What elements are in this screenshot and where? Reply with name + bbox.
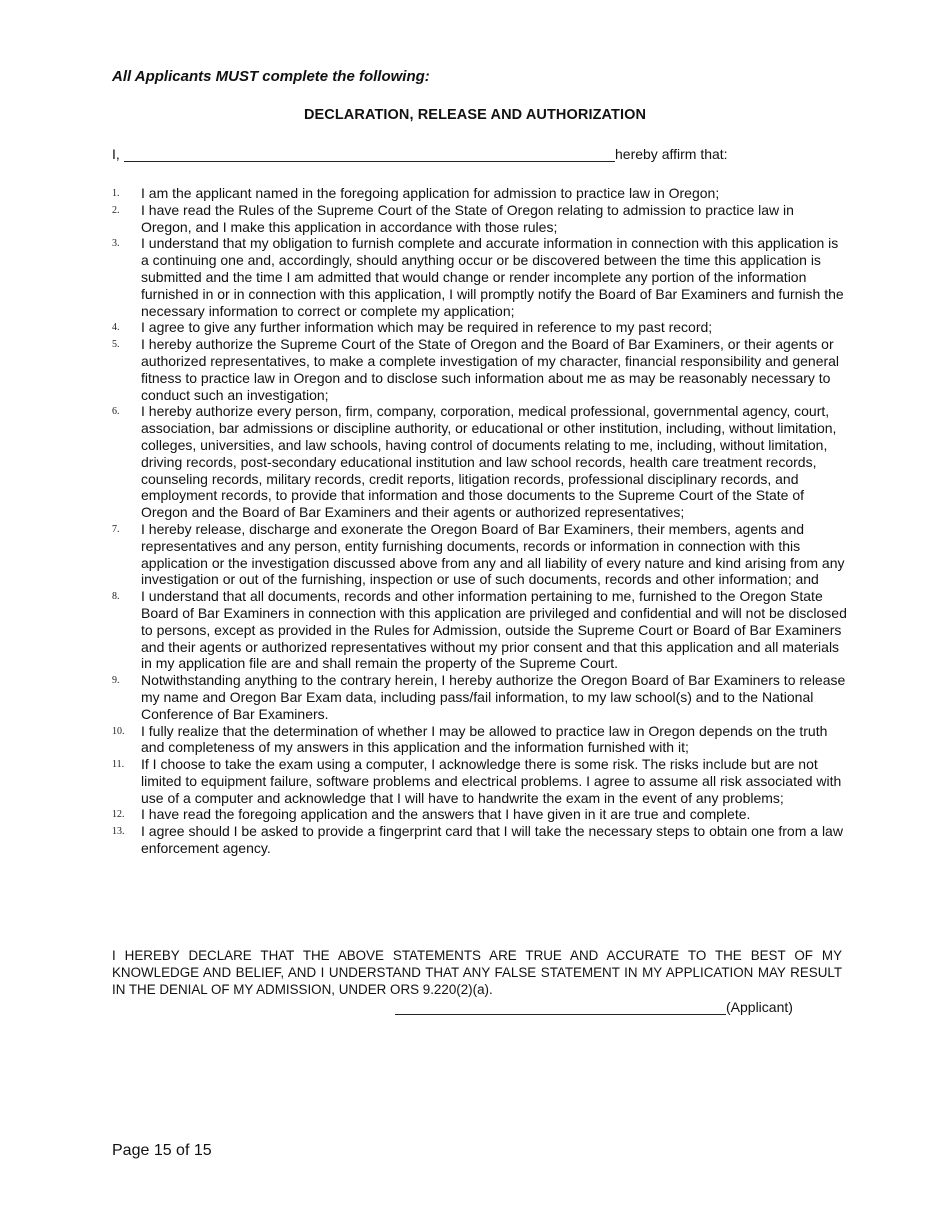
list-item xyxy=(112,202,847,236)
item-number: 5. xyxy=(112,339,120,351)
item-number: 12. xyxy=(112,809,125,821)
list-item xyxy=(112,319,847,336)
list-item xyxy=(112,521,847,588)
statement-list xyxy=(112,185,847,857)
signature-block xyxy=(395,999,815,1017)
item-text: I understand that all documents, records and other information pertaining to me, furnished to the Oregon State Board of Bar Examiners in connection with this application are privileged and confidential and will not be disclosed to persons, except as provided in the Rules for Admission, outside the Supreme Court or Board of Bar Examiners and their agents or authorized representatives without my prior consent and that this application and all materials in my application file are and shall remain the property of the Supreme Court. xyxy=(141,588,847,672)
item-number: 8. xyxy=(112,591,120,603)
item-text: I fully realize that the determination of whether I may be allowed to practice law in Oregon depends on the truth and completeness of my answers in this application and the information furnished with it; xyxy=(141,722,828,756)
instructions-heading: All Applicants MUST complete the following: xyxy=(112,68,430,85)
list-item xyxy=(112,806,847,823)
item-text: I agree to give any further information which may be required in reference to my past record; xyxy=(141,319,713,336)
item-number: 3. xyxy=(112,238,120,250)
item-text: I have read the foregoing application and the answers that I have given in it are true and complete. xyxy=(141,806,751,823)
list-item xyxy=(112,823,847,857)
item-text: If I choose to take the exam using a computer, I acknowledge there is some risk. The risks include but are not limited to equipment failure, software problems and electrical problems. I agree to assume all risk associated with use of a computer and acknowledge that I will have to handwrite the exam in the event of any problems; xyxy=(141,756,842,806)
item-text: I hereby release, discharge and exonerate the Oregon Board of Bar Examiners, their members, agents and representatives and any person, entity furnishing documents, records or information in connection with this application or the investigation discussed above from any and all liability of every nature and kind arising from any investigation or out of the furnishing, inspection or use of such documents, records and other information; and xyxy=(141,520,845,588)
item-text: I hereby authorize the Supreme Court of the State of Oregon and the Board of Bar Examiners, or their agents or authorized representatives, to make a complete investigation of my character, financial responsibility and general fitness to practice law in Oregon and to disclose such information about me as may be reasonably necessary to conduct such an investigation; xyxy=(141,336,840,403)
list-item xyxy=(112,403,847,521)
item-number: 10. xyxy=(112,725,125,737)
declaration-statement: I HEREBY DECLARE THAT THE ABOVE STATEMENTS ARE TRUE AND ACCURATE TO THE BEST OF MY KNOWLEDGE AND BELIEF, AND I UNDERSTAND THAT ANY FALSE STATEMENT IN MY APPLICATION MAY RESULT IN THE DENIAL OF MY ADMISSION, UNDER ORS 9.220(2)(a). xyxy=(112,948,842,998)
list-item xyxy=(112,336,847,403)
item-number: 13. xyxy=(112,826,125,838)
signature-label: (Applicant) xyxy=(726,999,793,1015)
item-text: I agree should I be asked to provide a fingerprint card that I will take the necessary steps to obtain one from a law enforcement agency. xyxy=(141,823,843,857)
item-number: 6. xyxy=(112,406,120,418)
list-item xyxy=(112,723,847,757)
list-item xyxy=(112,185,847,202)
list-item xyxy=(112,756,847,806)
item-text: I understand that my obligation to furnish complete and accurate information in connection with this application is a continuing one and, accordingly, should anything occur or be discovered between the time this application is submitted and the time I am admitted that would change or render incomplete any portion of the information furnished in or in connection with this application, I will promptly notify the Board of Bar Examiners and furnish the necessary information to correct or complete my application; xyxy=(141,235,844,319)
item-text: I am the applicant named in the foregoing application for admission to practice law in Oregon; xyxy=(141,185,720,201)
affirmation-prefix: I, xyxy=(112,146,120,162)
applicant-name-field[interactable] xyxy=(124,161,615,162)
affirmation-suffix: hereby affirm that: xyxy=(615,146,728,162)
item-number: 1. xyxy=(112,188,120,199)
item-text: Notwithstanding anything to the contrary herein, I hereby authorize the Oregon Board of Bar Examiners to release my name and Oregon Bar Exam data, including pass/fail information, to my law school(s) and to the National Conference of Bar Examiners. xyxy=(141,672,846,722)
item-text: I have read the Rules of the Supreme Court of the State of Oregon relating to admission to practice law in Oregon, and I make this application in accordance with those rules; xyxy=(141,201,794,235)
item-number: 11. xyxy=(112,759,125,771)
item-number: 7. xyxy=(112,523,120,535)
list-item xyxy=(112,672,847,722)
item-number: 4. xyxy=(112,322,120,334)
item-number: 9. xyxy=(112,675,120,687)
list-item xyxy=(112,588,847,672)
item-text: I hereby authorize every person, firm, company, corporation, medical professional, governmental agency, court, association, bar admissions or discipline authority, or educational or other institution, including, without limitation, colleges, universities, and law schools, having control of documents relating to me, including, without limitation, driving records, post-secondary educational institution and law school records, health care treatment records, counseling records, military records, credit reports, litigation records, professional disciplinary records, and employment records, to provide that information and those documents to the Supreme Court of the State of Oregon and the Board of Bar Examiners and their agents or authorized representatives; xyxy=(141,403,837,521)
page-number: Page 15 of 15 xyxy=(112,1142,212,1159)
applicant-signature-field[interactable] xyxy=(395,1014,726,1015)
list-item xyxy=(112,235,847,319)
page-title: DECLARATION, RELEASE AND AUTHORIZATION xyxy=(303,107,647,123)
item-number: 2. xyxy=(112,204,120,216)
affirmation-line xyxy=(112,146,852,164)
